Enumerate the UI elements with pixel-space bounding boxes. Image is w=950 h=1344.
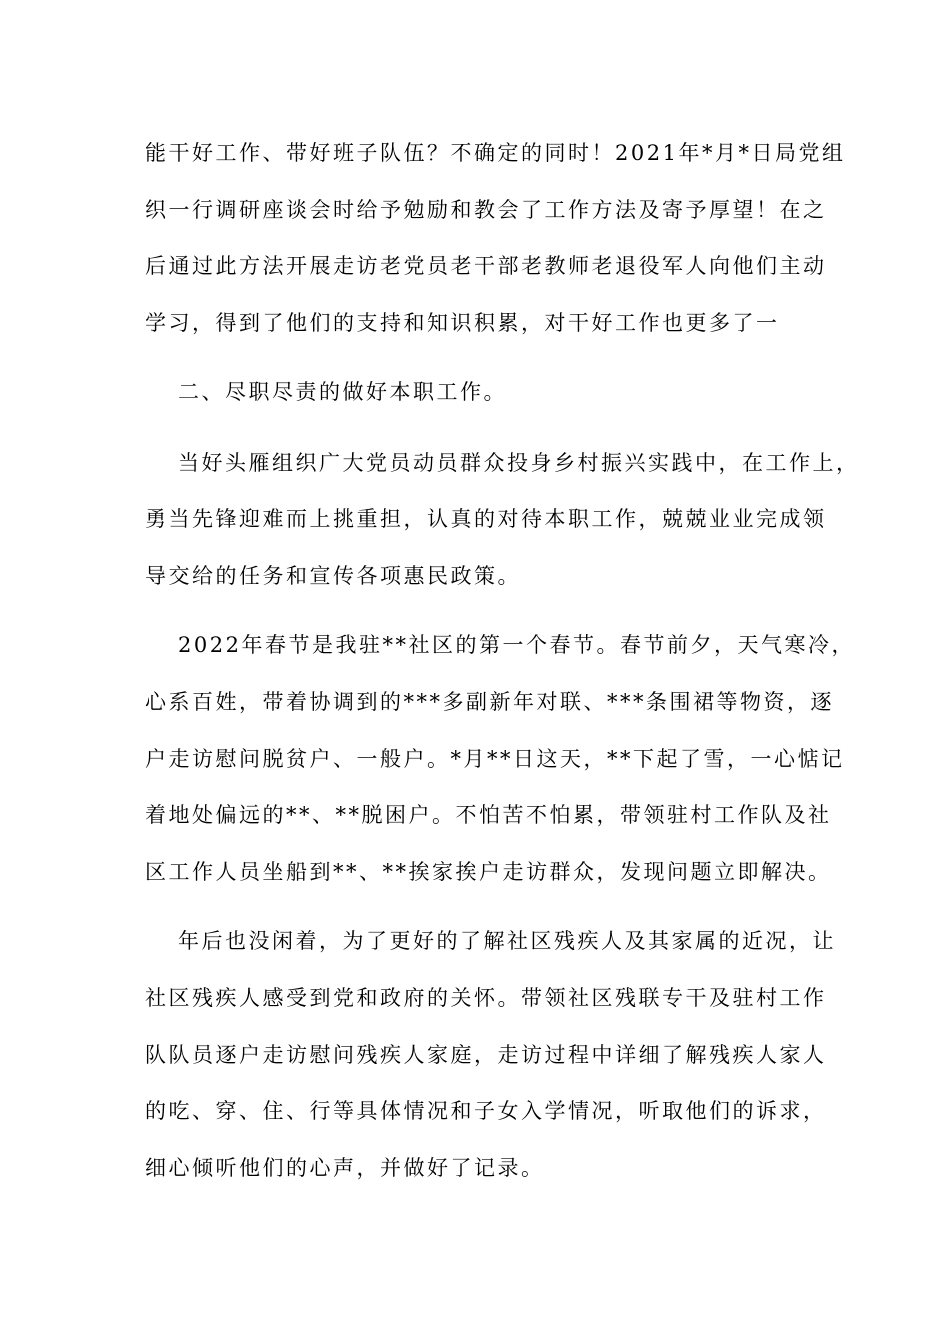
paragraph-4-line-2: 社区残疾人感受到党和政府的关怀。带领社区残联专干及驻村工作: [145, 986, 827, 1010]
paragraph-1-line-2: 织一行调研座谈会时给予勉励和教会了工作方法及寄予厚望！在之: [145, 198, 827, 222]
paragraph-1-line-3: 后通过此方法开展走访老党员老干部老教师老退役军人向他们主动: [145, 254, 827, 278]
paragraph-3-line-1: 2022年春节是我驻**社区的第一个春节。春节前夕，天气寒冷，: [178, 633, 855, 657]
paragraph-3-line-4: 着地处偏远的**、**脱困户。不怕苦不怕累，带领驻村工作队及社: [145, 803, 832, 827]
paragraph-1-line-4: 学习，得到了他们的支持和知识积累，对干好工作也更多了一: [145, 311, 780, 335]
paragraph-4-line-3: 队队员逐户走访慰问残疾人家庭，走访过程中详细了解残疾人家人: [145, 1043, 827, 1067]
paragraph-3-line-2: 心系百姓，带着协调到的***多副新年对联、***条围裙等物资，逐: [145, 690, 834, 714]
paragraph-4-line-1: 年后也没闲着，为了更好的了解社区残疾人及其家属的近况，让: [178, 929, 836, 953]
paragraph-3-line-3: 户走访慰问脱贫户、一般户。*月**日这天，**下起了雪，一心惦记: [145, 747, 845, 771]
paragraph-3-line-5: 区工作人员坐船到**、**挨家挨户走访群众，发现问题立即解决。: [145, 860, 832, 884]
paragraph-2-line-2: 勇当先锋迎难而上挑重担，认真的对待本职工作，兢兢业业完成领: [145, 507, 827, 531]
paragraph-2-line-3: 导交给的任务和宣传各项惠民政策。: [145, 564, 521, 588]
section-heading: 二、尽职尽责的做好本职工作。: [178, 380, 507, 404]
paragraph-1-line-1: 能干好工作、带好班子队伍？不确定的同时！2021年*月*日局党组: [145, 141, 846, 165]
paragraph-4-line-4: 的吃、穿、住、行等具体情况和子女入学情况，听取他们的诉求，: [145, 1099, 827, 1123]
paragraph-2-line-1: 当好头雁组织广大党员动员群众投身乡村振兴实践中，在工作上，: [178, 451, 860, 475]
paragraph-4-line-5: 细心倾听他们的心声，并做好了记录。: [145, 1156, 545, 1180]
